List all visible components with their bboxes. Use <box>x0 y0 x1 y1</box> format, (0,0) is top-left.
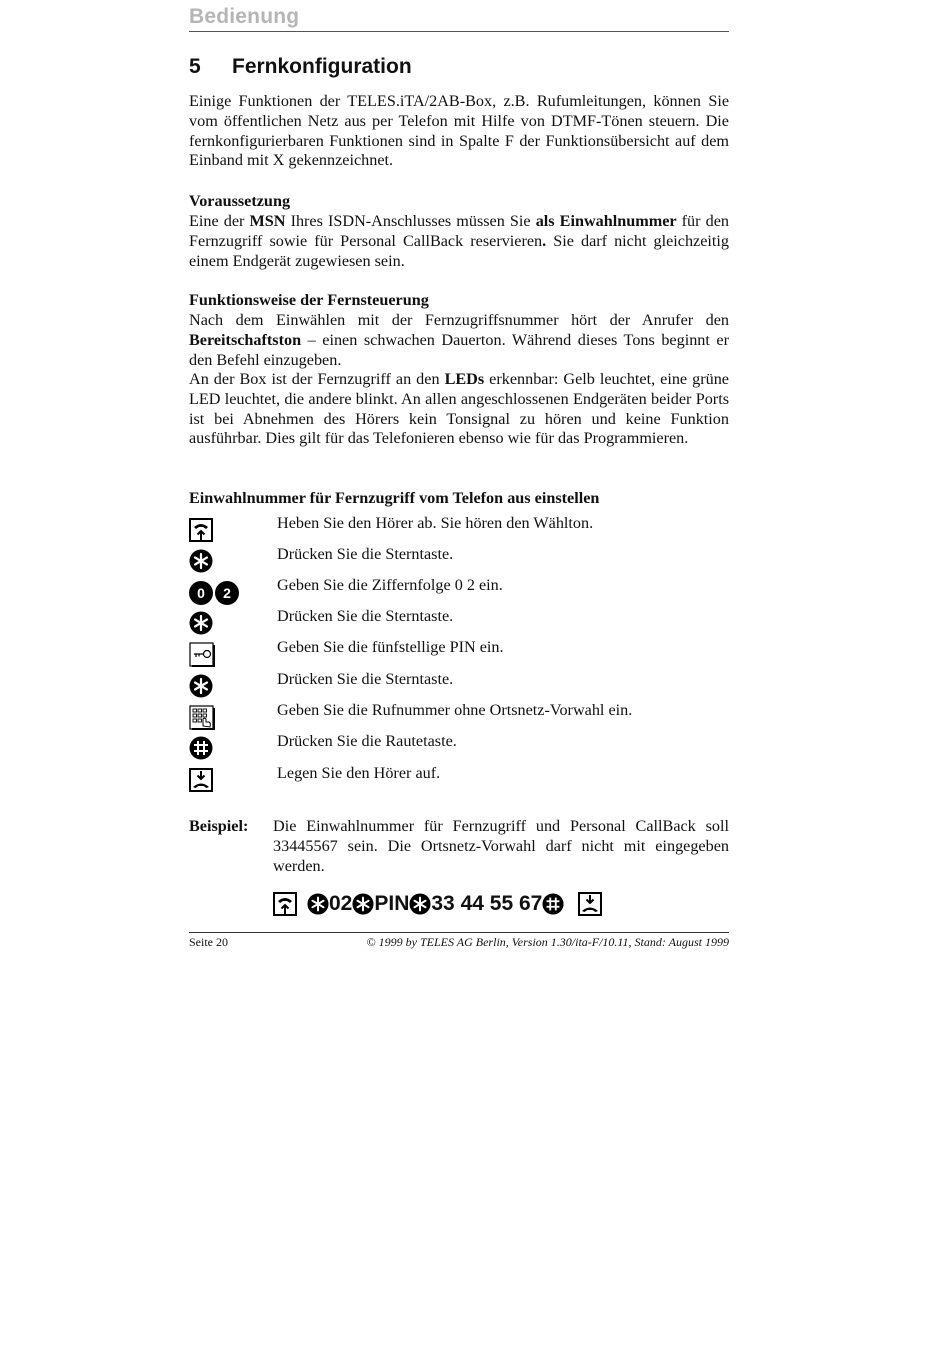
star-key-icon <box>189 611 213 640</box>
step-text: Drücken Sie die Sterntaste. <box>277 607 454 625</box>
hash-key-icon <box>189 736 213 765</box>
star-key-icon <box>307 893 329 915</box>
step-row <box>189 701 729 731</box>
digit-key-2: 2 <box>223 585 231 601</box>
chapter-heading <box>189 55 412 79</box>
prerequisite-paragraph: Eine der MSN Ihres ISDN-Anschlusses müssen Sie als Einwahlnummer für den Fernzugriff sowie für Personal CallBack reservieren. Sie darf nicht gleichzeitig einem Endgerät zugewiesen sein. <box>189 212 729 270</box>
step-text: Geben Sie die fünfstellige PIN ein. <box>277 638 504 656</box>
chapter-title: Fernkonfiguration <box>232 55 412 78</box>
step-row <box>189 764 729 794</box>
running-header: Bedienung <box>189 5 300 28</box>
sequence-number: 33 44 55 67 <box>431 892 543 915</box>
function-paragraph-2: An der Box ist der Fernzugriff an den LEDs erkennbar: Gelb leuchtet, eine grüne LED leuchtet, die andere blinkt. An allen angeschlossenen Endgeräten beider Ports ist bei Abnehmen des Hörers kein Tonsignal zu hören und keine Funktion ausführbar. Dies gilt für das Telefonieren ebenso wie für das Programmieren. <box>189 370 729 448</box>
intro-paragraph: Einige Funktionen der TELES.iTA/2AB-Box, z.B. Rufumleitungen, können Sie vom öffentlichen Netz aus per Telefon mit Hilfe von DTMF-Tönen steuern. Die fernkonfigurierbaren Funktionen sind in Spalte F der Funktionsübersicht auf dem Einband mit X gekennzeichnet. <box>189 92 729 170</box>
pin-key-icon <box>189 642 215 673</box>
star-key-icon <box>189 549 213 578</box>
step-row <box>189 576 729 606</box>
prerequisite-heading: Voraussetzung <box>189 192 291 210</box>
step-text: Geben Sie die Rufnummer ohne Ortsnetz-Vorwahl ein. <box>277 701 633 719</box>
handset-lift-icon <box>273 892 297 916</box>
sequence-pin: PIN <box>374 892 410 915</box>
handset-hang-up-icon <box>578 892 602 916</box>
setup-heading: Einwahlnummer für Fernzugriff vom Telefon aus einstellen <box>189 489 600 507</box>
function-paragraph-1: Nach dem Einwählen mit der Fernzugriffsnummer hört der Anrufer den Bereitschaftston – einen schwachen Dauerton. Während dieses Tons beginnt er den Befehl einzugeben. <box>189 311 729 369</box>
digit-key-0: 0 <box>197 585 205 601</box>
step-row <box>189 670 729 700</box>
page-number: Seite 20 <box>189 935 228 949</box>
header-rule <box>189 31 729 32</box>
step-text: Heben Sie den Hörer ab. Sie hören den Wählton. <box>277 514 594 532</box>
chapter-number: 5 <box>189 55 201 78</box>
step-row <box>189 732 729 762</box>
footer-rule <box>189 932 729 933</box>
step-row <box>189 514 729 544</box>
function-heading: Funktionsweise der Fernsteuerung <box>189 291 429 309</box>
step-text: Geben Sie die Ziffernfolge 0 2 ein. <box>277 576 503 594</box>
step-text: Legen Sie den Hörer auf. <box>277 764 441 782</box>
handset-lift-icon <box>189 518 213 547</box>
step-row <box>189 545 729 575</box>
hash-key-icon <box>542 893 564 915</box>
step-text: Drücken Sie die Rautetaste. <box>277 732 457 750</box>
step-text: Drücken Sie die Sterntaste. <box>277 545 454 563</box>
star-key-icon <box>189 674 213 703</box>
sequence-digits: 02 <box>329 892 353 915</box>
example-label: Beispiel: <box>189 817 249 835</box>
copyright-notice: © 1999 by TELES AG Berlin, Version 1.30/ita-F/10.11, Stand: August 1999 <box>366 935 729 949</box>
example-key-sequence <box>273 889 602 919</box>
handset-hang-up-icon <box>189 768 213 797</box>
star-key-icon <box>352 893 374 915</box>
step-row <box>189 607 729 637</box>
example-text: Die Einwahlnummer für Fernzugriff und Personal CallBack soll 33445567 sein. Die Ortsnetz-Vorwahl darf nicht mit eingegeben werden. <box>273 817 729 875</box>
star-key-icon <box>409 893 431 915</box>
step-text: Drücken Sie die Sterntaste. <box>277 670 454 688</box>
step-row <box>189 638 729 668</box>
